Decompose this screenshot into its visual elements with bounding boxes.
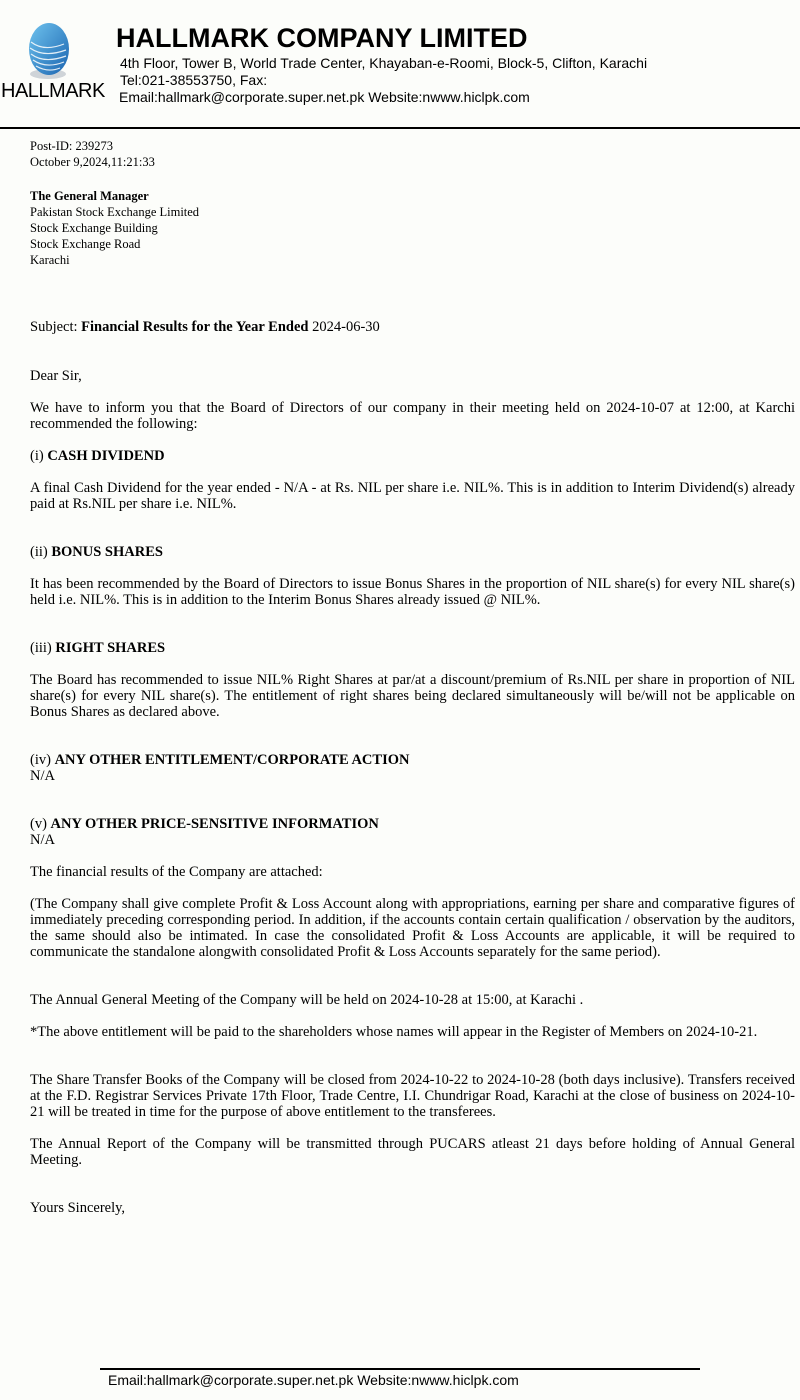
closing: Yours Sincerely, [30, 1200, 126, 1216]
section-heading: (iii) RIGHT SHARES [30, 640, 166, 656]
hallmark-logo-icon [24, 22, 74, 82]
section-heading: (ii) BONUS SHARES [30, 544, 163, 560]
footer-divider [100, 1368, 700, 1370]
section-body: The Board has recommended to issue NIL% Right Shares at par/at a discount/premium of Rs.NIL per share in proportion of NIL share(s) for every NIL share(s). The entitlement of right shares being declared simultaneously will be/will not be applicable on Bonus Shares as declared above. [30, 672, 795, 720]
subject-label: Subject: [30, 319, 78, 335]
paragraph: The financial results of the Company are attached: [30, 864, 323, 880]
company-contact: Email:hallmark@corporate.super.net.pk Website:nwww.hiclpk.com [119, 89, 530, 105]
logo-text: HALLMARK [1, 80, 105, 102]
company-name: HALLMARK COMPANY LIMITED [116, 23, 528, 53]
recipient-title: The General Manager [30, 189, 149, 203]
paragraph: The Annual General Meeting of the Company will be held on 2024-10-28 at 15:00, at Karachi . [30, 992, 584, 1008]
post-datetime: October 9,2024,11:21:33 [30, 155, 155, 169]
paragraph: The Annual Report of the Company will be transmitted through PUCARS atleast 21 days before holding of Annual General Meeting. [30, 1136, 795, 1168]
subject-title: Financial Results for the Year Ended [81, 319, 309, 335]
subject-date: 2024-06-30 [312, 319, 380, 335]
company-tel: Tel:021-38553750, Fax: [120, 72, 268, 88]
section-heading: (iv) ANY OTHER ENTITLEMENT/CORPORATE ACTION [30, 752, 410, 768]
paragraph: *The above entitlement will be paid to the shareholders whose names will appear in the Register of Members on 2024-10-21. [30, 1024, 758, 1040]
salutation: Dear Sir, [30, 368, 82, 384]
section-heading: (i) CASH DIVIDEND [30, 448, 165, 464]
recipient-line: Karachi [30, 253, 70, 267]
section-body: N/A [30, 832, 55, 848]
intro-paragraph: We have to inform you that the Board of Directors of our company in their meeting held on 2024-10-07 at 12:00, at Karchi recommended the following: [30, 400, 795, 432]
paragraph: The Share Transfer Books of the Company will be closed from 2024-10-22 to 2024-10-28 (both days inclusive). Transfers received at the F.D. Registrar Services Private 17th Floor, Trade Centre, I.I. Chundrigar Road, Karachi at the close of business on 2024-10-21 will be treated in time for the purpose of above entitlement to the transferees. [30, 1072, 795, 1120]
post-id: Post-ID: 239273 [30, 139, 113, 153]
company-address: 4th Floor, Tower B, World Trade Center, Khayaban-e-Roomi, Block-5, Clifton, Karachi [120, 55, 648, 71]
section-heading: (v) ANY OTHER PRICE-SENSITIVE INFORMATION [30, 816, 379, 832]
section-body: A final Cash Dividend for the year ended - N/A - at Rs. NIL per share i.e. NIL%. This is in addition to Interim Dividend(s) already paid at Rs.NIL per share i.e. NIL%. [30, 480, 795, 512]
subject-line [30, 319, 380, 335]
footer-contact: Email:hallmark@corporate.super.net.pk Website:nwww.hiclpk.com [108, 1372, 519, 1388]
paragraph: (The Company shall give complete Profit & Loss Account along with appropriations, earning per share and comparative figures of immediately preceding corresponding period. In addition, if the accounts contain certain qualification / observation by the auditors, the same should also be intimated. In case the consolidated Profit & Loss Accounts are applicable, it will be required to communicate the standalone alongwith consolidated Profit & Loss Accounts separately for the same period). [30, 896, 795, 960]
section-body: It has been recommended by the Board of Directors to issue Bonus Shares in the proportion of NIL share(s) for every NIL share(s) held i.e. NIL%. This is in addition to the Interim Bonus Shares already issued @ NIL%. [30, 576, 795, 608]
header-divider [0, 127, 800, 129]
recipient-line: Stock Exchange Road [30, 237, 141, 251]
recipient-line: Stock Exchange Building [30, 221, 158, 235]
section-body: N/A [30, 768, 55, 784]
recipient-line: Pakistan Stock Exchange Limited [30, 205, 200, 219]
